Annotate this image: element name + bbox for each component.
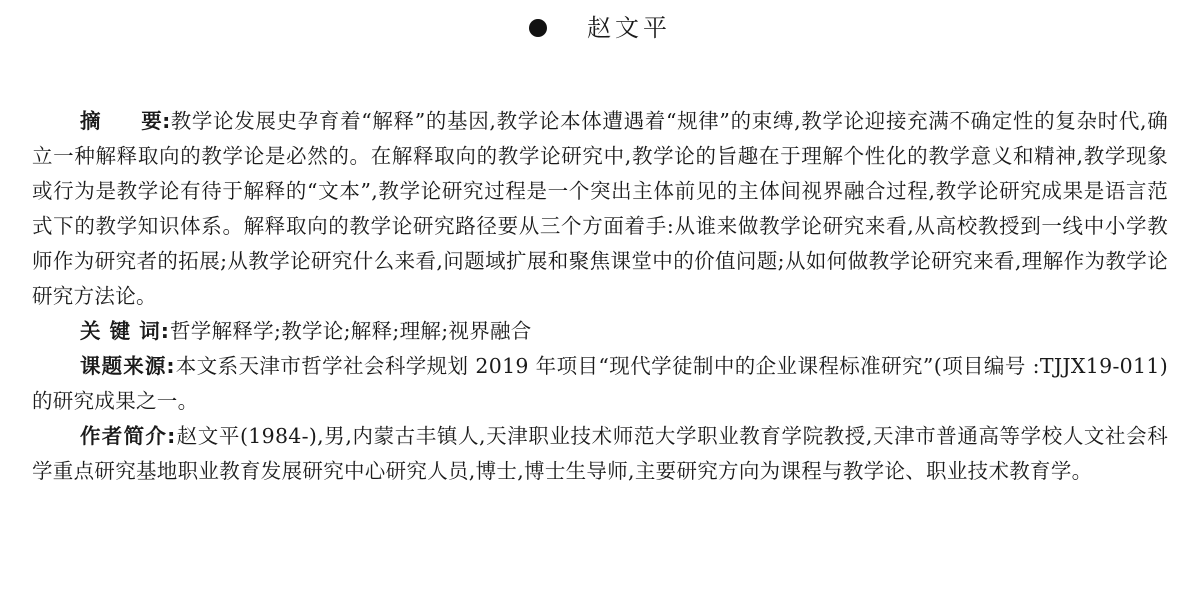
abstract-label <box>80 109 170 133</box>
abstract-label-colon: : <box>162 109 171 133</box>
abstract-label-char2: 要 <box>140 109 163 133</box>
author-header <box>0 8 1200 48</box>
author-bio-paragraph <box>32 419 1168 489</box>
funding-label: 课题来源: <box>80 354 176 378</box>
keywords-paragraph <box>32 314 1168 349</box>
bullet-dot-icon <box>529 19 547 37</box>
abstract-paragraph <box>32 104 1168 314</box>
abstract-label-char1: 摘 <box>80 109 101 133</box>
author-bio-label: 作者简介: <box>80 424 177 448</box>
abstract-text: 教学论发展史孕育着“解释”的基因,教学论本体遭遇着“规律”的束缚,教学论迎接充满不确定性的复杂时代,确立一种解释取向的教学论是必然的。在解释取向的教学论研究中,教学论的旨趣在于理解个性化的教学意义和精神,教学现象或行为是教学论有待于解释的“文本”,教学论研究过程是一个突出主体前见的主体间视界融合过程,教学论研究成果是语言范式下的教学知识体系。解释取向的教学论研究路径要从三个方面着手:从谁来做教学论研究来看,从高校教授到一线中小学教师作为研究者的拓展;从教学论研究什么来看,问题域扩展和聚焦课堂中的价值问题;从如何做教学论研究来看,理解作为教学论研究方法论。 <box>32 109 1168 308</box>
article-front-matter <box>32 104 1168 489</box>
funding-text: 本文系天津市哲学社会科学规划 2019 年项目“现代学徒制中的企业课程标准研究”(项目编号 :TJJX19-011)的研究成果之一。 <box>32 354 1169 413</box>
keywords-text: 哲学解释学;教学论;解释;理解;视界融合 <box>169 319 532 343</box>
author-name: 赵文平 <box>587 14 671 42</box>
funding-paragraph <box>32 349 1168 419</box>
keywords-label: 关 键 词: <box>80 319 170 343</box>
author-bio-text: 赵文平(1984-),男,内蒙古丰镇人,天津职业技术师范大学职业教育学院教授,天津市普通高等学校人文社会科学重点研究基地职业教育发展研究中心研究人员,博士,博士生导师,主要研究方向为课程与教学论、职业技术教育学。 <box>32 424 1169 483</box>
